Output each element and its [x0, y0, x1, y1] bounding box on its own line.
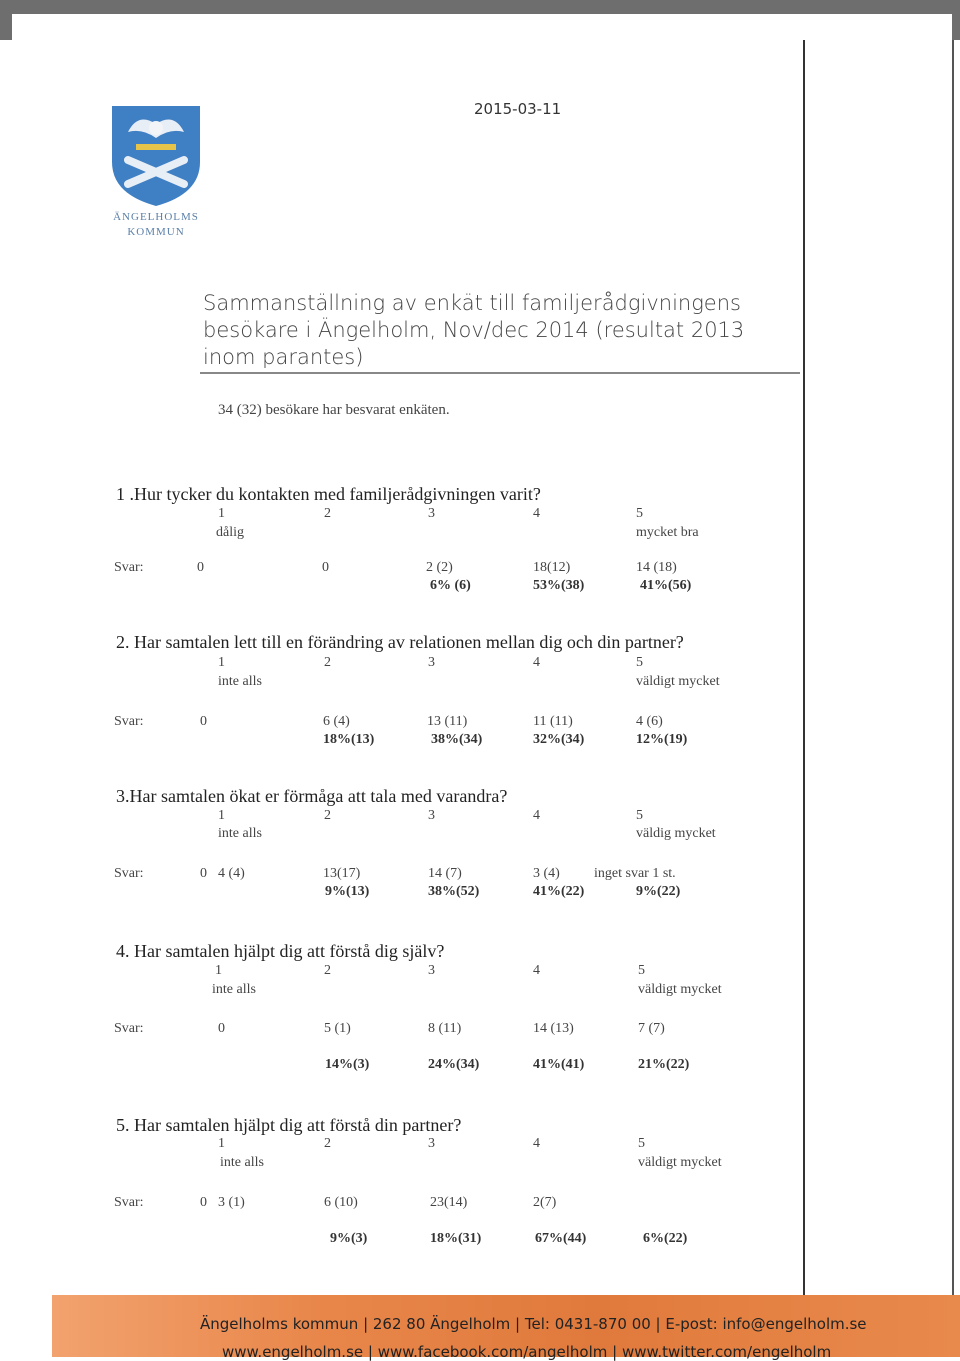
question-5-title: 5. Har samtalen hjälpt dig att förstå din partner? — [116, 1115, 462, 1135]
svar-label: Svar: — [114, 714, 144, 729]
scale-low-label: inte alls — [218, 674, 262, 689]
percent-4: 41%(22) — [533, 884, 585, 899]
scale-2: 2 — [324, 655, 331, 670]
scale-4: 4 — [533, 1136, 540, 1151]
answer-4: 14 (13) — [533, 1021, 574, 1036]
percent-4: 32%(34) — [533, 732, 585, 747]
scale-5: 5 — [636, 808, 643, 823]
answer-4: 11 (11) — [533, 714, 573, 729]
intro-text: 34 (32) besökare har besvarat enkäten. — [218, 402, 450, 418]
scale-high-label: mycket bra — [636, 525, 699, 540]
percent-2: 14%(3) — [325, 1057, 370, 1072]
scan-top-border — [0, 0, 960, 40]
answer-1: 0 — [218, 1021, 225, 1036]
coat-of-arms-icon — [108, 102, 204, 208]
svar-label: Svar: — [114, 1195, 144, 1210]
scale-4: 4 — [533, 506, 540, 521]
percent-5: 6%(22) — [643, 1231, 688, 1246]
scale-3: 3 — [428, 655, 435, 670]
scale-1: 1 — [218, 1136, 225, 1151]
answer-5: 3 (4) — [533, 866, 560, 881]
question-2-title: 2. Har samtalen lett till en förändring av relationen mellan dig och din partner? — [116, 632, 684, 652]
scale-1: 1 — [218, 808, 225, 823]
logo-text: ÄNGELHOLMS KOMMUN — [113, 211, 199, 238]
percent-3: 38%(34) — [431, 732, 483, 747]
scale-low-label: inte alls — [212, 982, 256, 997]
scale-high-label: väldigt mycket — [636, 674, 720, 689]
scale-1: 1 — [218, 655, 225, 670]
scale-3: 3 — [428, 506, 435, 521]
percent-4: 53%(38) — [533, 578, 585, 593]
scale-high-label: väldigt mycket — [638, 982, 722, 997]
answer-1: 0 — [200, 714, 207, 729]
answer-5: 4 (6) — [636, 714, 663, 729]
scan-right-edge — [952, 40, 954, 1295]
percent-2: 9%(3) — [330, 1231, 368, 1246]
scale-4: 4 — [533, 963, 540, 978]
scale-2: 2 — [324, 1136, 331, 1151]
scale-high-label: väldigt mycket — [638, 1155, 722, 1170]
percent-3: 38%(52) — [428, 884, 480, 899]
svar-label: Svar: — [114, 1021, 144, 1036]
answer-4: 18(12) — [533, 560, 571, 575]
no-answer-note: inget svar 1 st. — [594, 866, 676, 881]
percent-3: 6% (6) — [430, 578, 471, 593]
answer-3: 8 (11) — [428, 1021, 462, 1036]
footer-contact: Ängelholms kommun | 262 80 Ängelholm | Tel: 0431-870 00 | E-post: info@engelholm.se — [200, 1315, 867, 1333]
answer-2: 6 (4) — [323, 714, 350, 729]
answer-5: 2(7) — [533, 1195, 557, 1210]
scale-2: 2 — [324, 506, 331, 521]
question-3-title: 3.Har samtalen ökat er förmåga att tala med varandra? — [116, 786, 508, 806]
percent-5: 12%(19) — [636, 732, 688, 747]
page-title: Sammanställning av enkät till familjerådgivningens besökare i Ängelholm, Nov/dec 2014 (resultat 2013 inom parantes) — [203, 291, 745, 369]
scale-1: 1 — [218, 506, 225, 521]
answer-4: 14 (7) — [428, 866, 462, 881]
footer-links: www.engelholm.se | www.facebook.com/angelholm | www.twitter.com/engelholm — [222, 1343, 832, 1361]
answer-4: 23(14) — [430, 1195, 468, 1210]
answer-3: 13 (11) — [427, 714, 468, 729]
answer-3: 6 (10) — [324, 1195, 358, 1210]
answer-2: 4 (4) — [218, 866, 245, 881]
percent-5: 9%(22) — [636, 884, 681, 899]
percent-3: 24%(34) — [428, 1057, 480, 1072]
percent-5: 21%(22) — [638, 1057, 690, 1072]
scale-4: 4 — [533, 808, 540, 823]
answer-2: 5 (1) — [324, 1021, 351, 1036]
answer-5: 7 (7) — [638, 1021, 665, 1036]
question-4-title: 4. Har samtalen hjälpt dig att förstå dig själv? — [116, 941, 445, 961]
document-date: 2015-03-11 — [474, 100, 562, 118]
percent-4: 67%(44) — [535, 1231, 587, 1246]
answer-5: 14 (18) — [636, 560, 677, 575]
scale-5: 5 — [636, 506, 643, 521]
answer-1: 0 — [200, 866, 207, 881]
title-divider — [200, 372, 800, 374]
percent-3: 18%(31) — [430, 1231, 482, 1246]
scale-3: 3 — [428, 1136, 435, 1151]
percent-2: 9%(13) — [325, 884, 370, 899]
scale-2: 2 — [324, 963, 331, 978]
question-1-title: 1 .Hur tycker du kontakten med familjerådgivningen varit? — [116, 484, 541, 504]
scale-1: 1 — [215, 963, 222, 978]
scale-low-label: inte alls — [218, 826, 262, 841]
scale-low-label: dålig — [216, 525, 244, 540]
footer-banner — [52, 1295, 960, 1361]
scale-3: 3 — [428, 808, 435, 823]
answer-3: 13(17) — [323, 866, 361, 881]
svar-label: Svar: — [114, 560, 144, 575]
answer-3: 2 (2) — [426, 560, 453, 575]
percent-5: 41%(56) — [640, 578, 692, 593]
percent-4: 41%(41) — [533, 1057, 585, 1072]
scale-5: 5 — [636, 655, 643, 670]
scale-5: 5 — [638, 1136, 645, 1151]
answer-2: 3 (1) — [218, 1195, 245, 1210]
answer-1: 0 — [197, 560, 204, 575]
answer-1: 0 — [200, 1195, 207, 1210]
scale-5: 5 — [638, 963, 645, 978]
scale-2: 2 — [324, 808, 331, 823]
scale-4: 4 — [533, 655, 540, 670]
percent-2: 18%(13) — [323, 732, 375, 747]
scale-low-label: inte alls — [220, 1155, 264, 1170]
answer-2: 0 — [322, 560, 329, 575]
scale-3: 3 — [428, 963, 435, 978]
svar-label: Svar: — [114, 866, 144, 881]
scan-vertical-line — [803, 40, 805, 1295]
scale-high-label: väldig mycket — [636, 826, 716, 841]
